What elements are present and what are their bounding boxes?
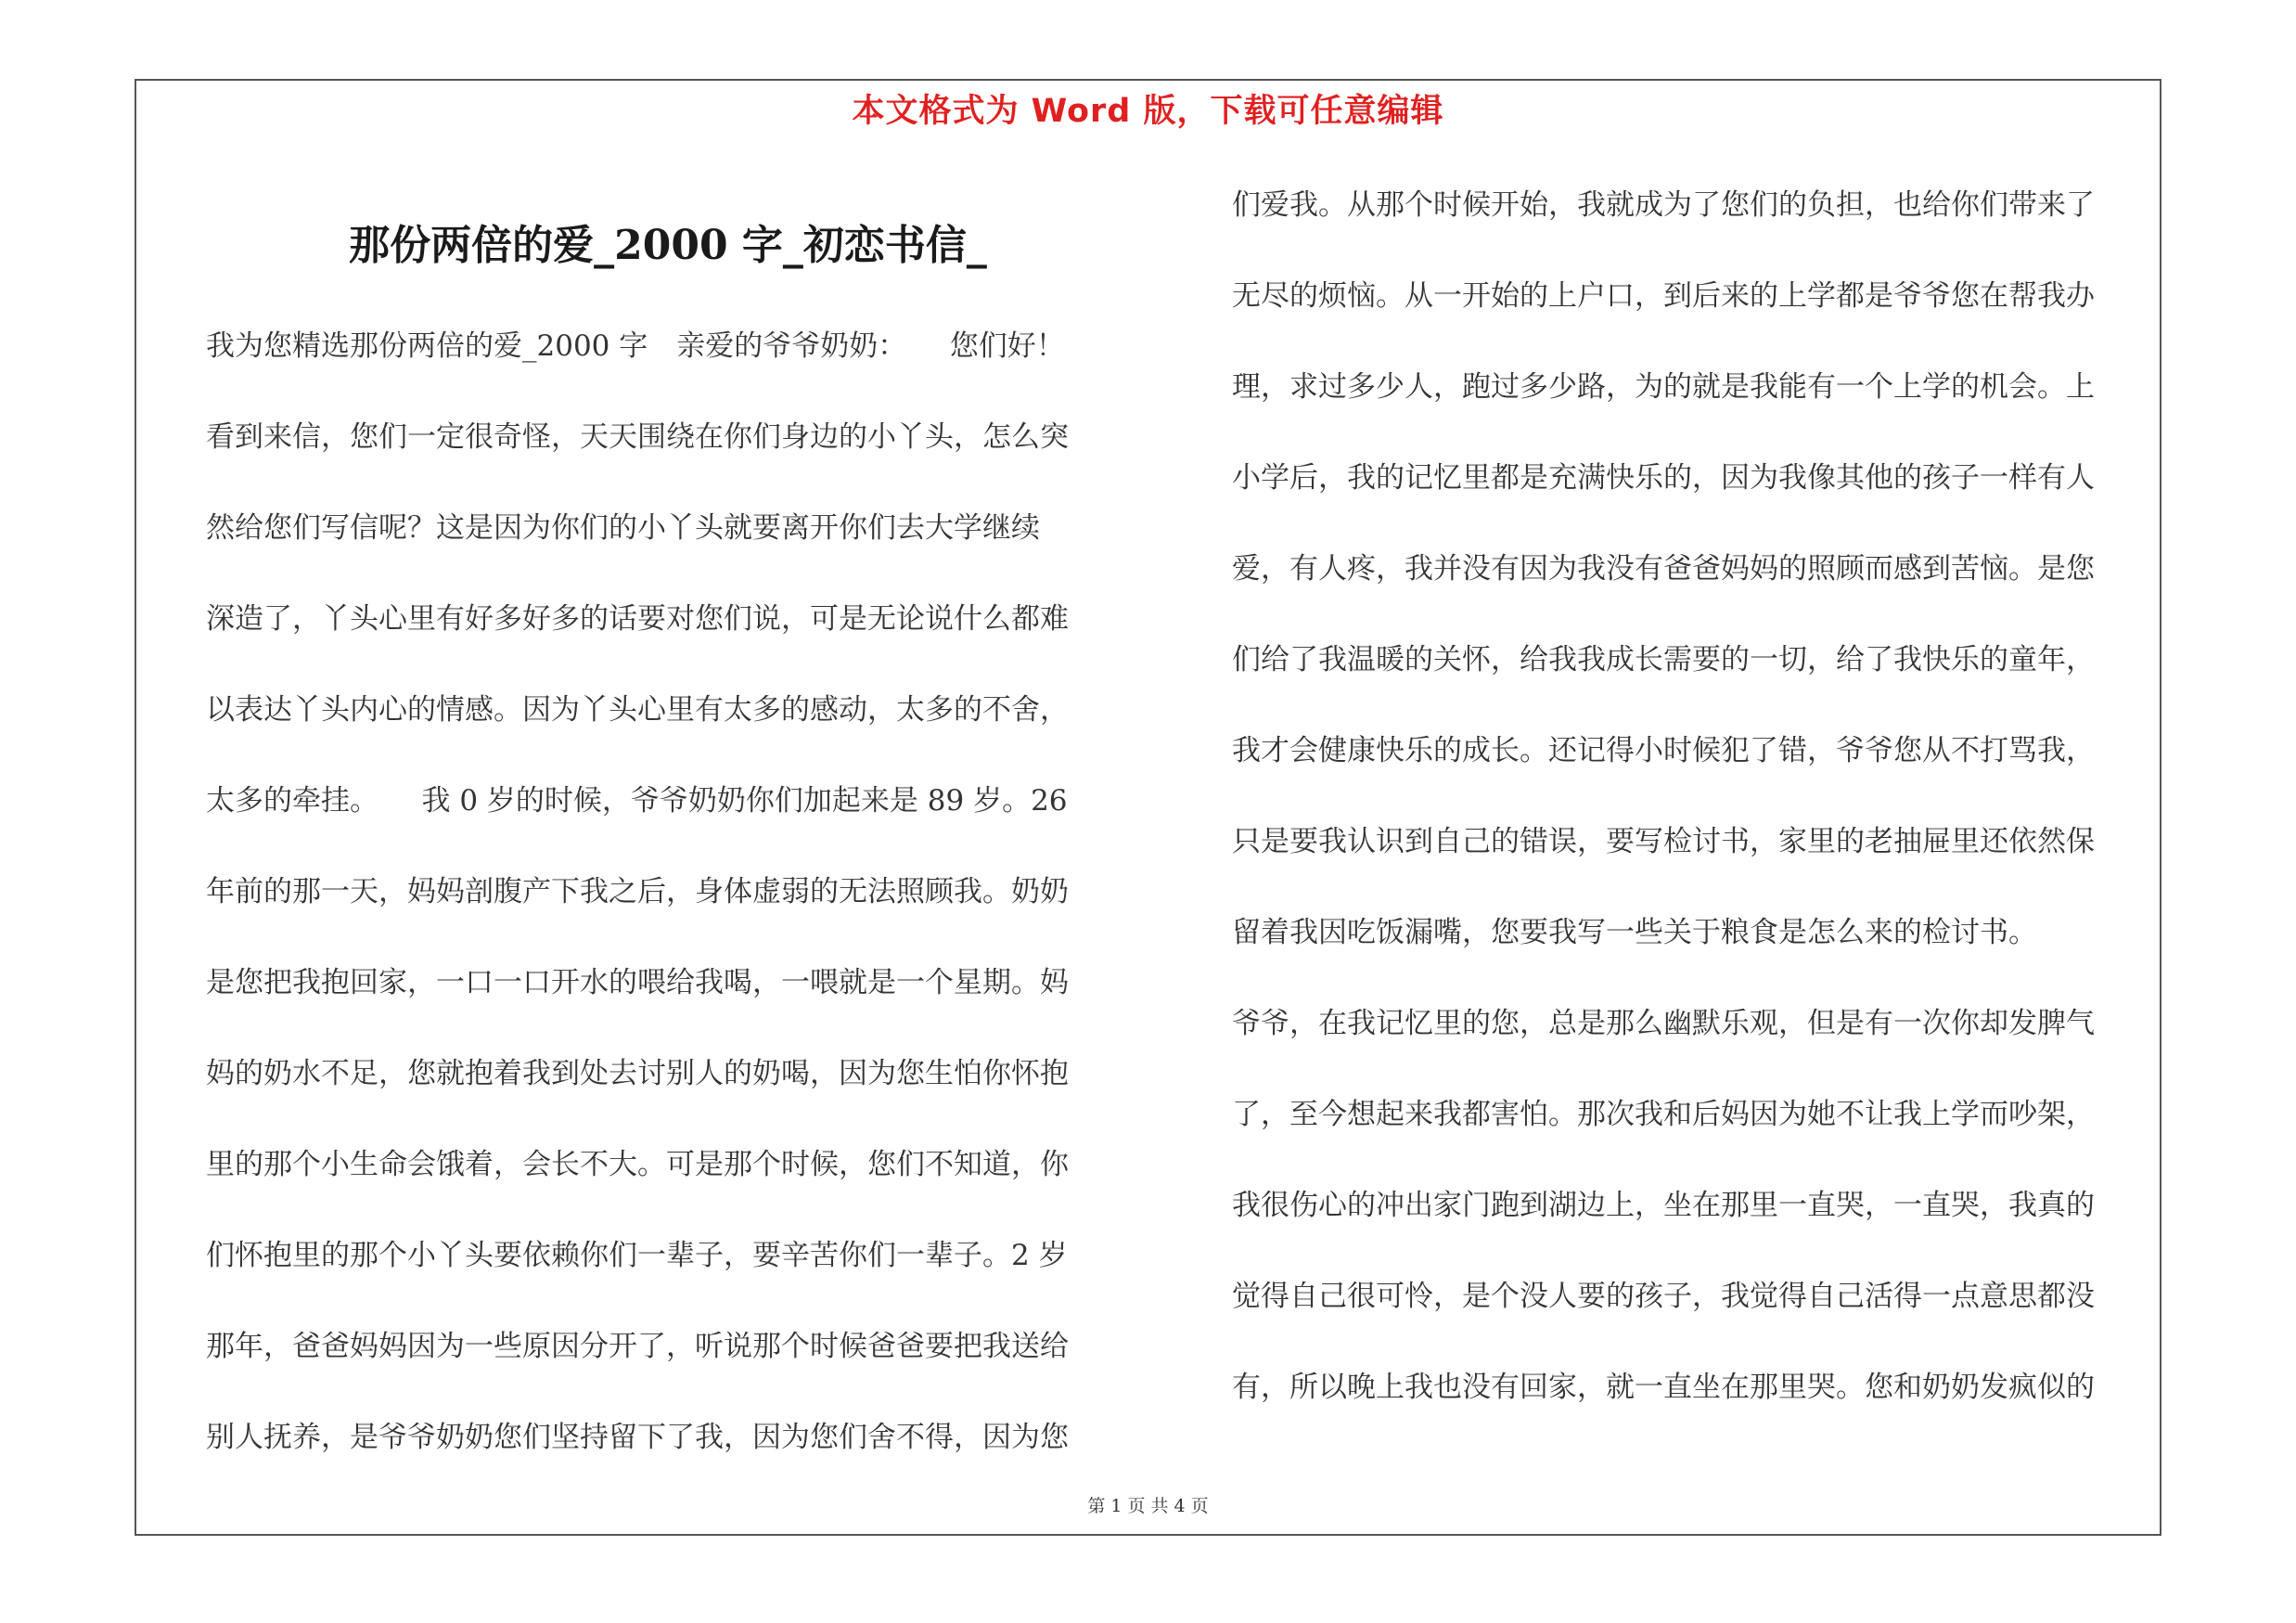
text-line: 以表达丫头内心的情感。因为丫头心里有太多的感动，太多的不舍， bbox=[206, 693, 1069, 727]
page-number-footer bbox=[0, 1492, 2296, 1517]
text-line: 了，至今想起来我都害怕。那次我和后妈因为她不让我上学而吵架， bbox=[1232, 1098, 2095, 1131]
text-line: 别人抚养，是爷爷奶奶您们坚持留下了我，因为您们舍不得，因为您 bbox=[206, 1421, 1069, 1454]
text-line: 留着我因吃饭漏嘴，您要我写一些关于粮食是怎么来的检讨书。 bbox=[1232, 916, 2037, 949]
text-line: 我为您精选那份两倍的爱_2000 字 亲爱的爷爷奶奶： 您们好！ bbox=[206, 329, 1065, 363]
text-line: 然给您们写信呢？这是因为你们的小丫头就要离开你们去大学继续 bbox=[206, 511, 1040, 545]
text-line: 我很伤心的冲出家门跑到湖边上，坐在那里一直哭，一直哭，我真的 bbox=[1232, 1189, 2095, 1222]
text-line: 是您把我抱回家，一口一口开水的喂给我喝，一喂就是一个星期。妈 bbox=[206, 966, 1069, 999]
text-line: 里的那个小生命会饿着，会长不大。可是那个时候，您们不知道，你 bbox=[206, 1148, 1069, 1181]
text-line: 有，所以晚上我也没有回家，就一直坐在那里哭。您和奶奶发疯似的 bbox=[1232, 1371, 2095, 1404]
text-line: 只是要我认识到自己的错误，要写检讨书，家里的老抽屉里还依然保 bbox=[1232, 825, 2095, 858]
current-page-number: 1 bbox=[1110, 1496, 1122, 1516]
footer-page-unit: 页 bbox=[1127, 1496, 1146, 1516]
text-line: 年前的那一天，妈妈剖腹产下我之后，身体虚弱的无法照顾我。奶奶 bbox=[206, 875, 1069, 908]
right-text-column bbox=[1232, 184, 2171, 1457]
left-text-column bbox=[206, 325, 1143, 1507]
text-line: 小学后，我的记忆里都是充满快乐的，因为我像其他的孩子一样有人 bbox=[1232, 461, 2095, 495]
text-line: 们给了我温暖的关怀，给我我成长需要的一切，给了我快乐的童年， bbox=[1232, 643, 2095, 676]
text-line: 太多的牵挂。 我 0 岁的时候，爷爷奶奶你们加起来是 89 岁。26 bbox=[206, 784, 1068, 818]
text-line: 理，求过多少人，跑过多少路，为的就是我能有一个上学的机会。上 bbox=[1232, 370, 2095, 404]
footer-total-prefix: 共 bbox=[1150, 1496, 1169, 1516]
text-line: 爷爷，在我记忆里的您，总是那么幽默乐观，但是有一次你却发脾气 bbox=[1232, 1007, 2095, 1040]
document-title: 那份两倍的爱_2000 字_初恋书信_ bbox=[349, 222, 987, 269]
text-line: 看到来信，您们一定很奇怪，天天围绕在你们身边的小丫头，怎么突 bbox=[206, 420, 1069, 454]
text-line: 我才会健康快乐的成长。还记得小时候犯了错，爷爷您从不打骂我， bbox=[1232, 734, 2095, 767]
text-line: 那年，爸爸妈妈因为一些原因分开了，听说那个时候爸爸要把我送给 bbox=[206, 1330, 1069, 1363]
footer-suffix: 页 bbox=[1190, 1496, 1209, 1516]
word-format-banner: 本文格式为 Word 版，下载可任意编辑 bbox=[852, 93, 1444, 130]
text-line: 妈的奶水不足，您就抱着我到处去讨别人的奶喝，因为您生怕你怀抱 bbox=[206, 1057, 1069, 1090]
text-line: 深造了，丫头心里有好多好多的话要对您们说，可是无论说什么都难 bbox=[206, 602, 1069, 636]
text-line: 无尽的烦恼。从一开始的上户口，到后来的上学都是爷爷您在帮我办 bbox=[1232, 279, 2095, 313]
text-line: 们怀抱里的那个小丫头要依赖你们一辈子，要辛苦你们一辈子。2 岁 bbox=[206, 1239, 1068, 1272]
text-line: 觉得自己很可怜，是个没人要的孩子，我觉得自己活得一点意思都没 bbox=[1232, 1280, 2095, 1313]
text-line: 们爱我。从那个时候开始，我就成为了您们的负担，也给你们带来了 bbox=[1232, 188, 2095, 222]
text-line: 爱，有人疼，我并没有因为我没有爸爸妈妈的照顾而感到苦恼。是您 bbox=[1232, 552, 2095, 586]
total-page-count: 4 bbox=[1174, 1496, 1186, 1516]
footer-prefix: 第 bbox=[1087, 1496, 1106, 1516]
